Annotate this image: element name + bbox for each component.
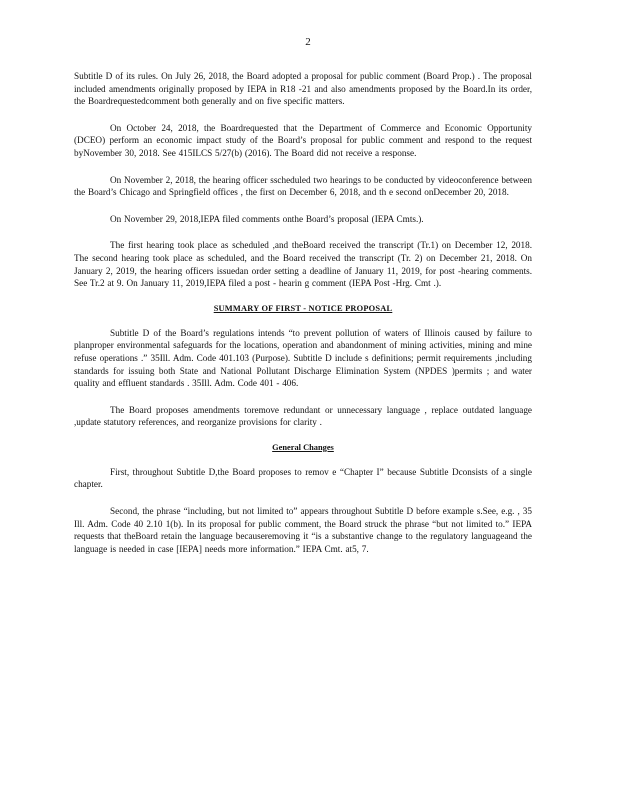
paragraph: On October 24, 2018, the Boardrequested that the Department of Commerce and Economic Opportunity (DCEO) perform an economic impact study of the Board’s proposal for public comment and respond to the request byNovember 30, 2018. See 415ILCS 5/27(b) (2016). The Board did not receive a response. [74,122,532,158]
paragraph: The Board proposes amendments toremove redundant or unnecessary language , replace outdated language ,update statutory references, and reorganize provisions for clarity . [74,404,532,428]
paragraph: Subtitle D of the Board’s regulations intends “to prevent pollution of waters of Illinois caused by failure to planproper environmental safeguards for the locations, operation and abandonment of mining activities, mining and mine refuse operations .” 35Ill. Adm. Code 401.103 (Purpose). Subtitle D include s definitions; permit requirements ,including standards for issuing both State and National Pollutant Discharge Elimination System (NPDES )permits ; and water quality and effluent standards . 35Ill. Adm. Code 401 - 406. [74,327,532,389]
general-changes-heading: General Changes [272,442,334,452]
paragraph: The first hearing took place as scheduled ,and theBoard received the transcript (Tr.1) on December 12, 2018. The second hearing took place as scheduled, and the Board received the transcript (Tr. 2) on December 21, 2018. On January 2, 2019, the hearing officers issuedan order setting a deadline of January 11, 2019, for post -hearing comments. See Tr.2 at 9. On January 11, 2019,IEPA filed a post - hearin g comment (IEPA Post -Hrg. Cmt .). [74,240,532,289]
intro-section [74,70,532,290]
summary-section [74,327,532,429]
paragraph: Subtitle D of its rules. On July 26, 2018, the Board adopted a proposal for public comment (Board Prop.) . The proposal included amendments originally proposed by IEPA in R18 -21 and also amendments proposed by the Board.In its order, the Boardrequestedcomment both generally and on five specific matters. [74,71,532,107]
paragraph: First, throughout Subtitle D,the Board proposes to remov e “Chapter I” because Subtitle Dconsists of a single chapter. [74,466,532,490]
paragraph: On November 29, 2018,IEPA filed comments onthe Board’s proposal (IEPA Cmts.). [110,213,424,224]
page-number: 2 [305,36,311,48]
general-changes-section [74,466,532,556]
document-body [74,70,532,555]
paragraph: Second, the phrase “including, but not limited to” appears throughout Subtitle D before example s.See, e.g. , 35 Ill. Adm. Code 40 2.10 1(b). In its proposal for public comment, the Board struck the phrase “but not limited to.” IEPA requests that theBoard retain the language becauseremoving it “is a substantive change to the regulatory languageand the language is needed in case [IEPA] needs more information.” IEPA Cmt. at5, 7. [74,506,532,554]
summary-heading: SUMMARY OF FIRST - NOTICE PROPOSAL [213,303,393,313]
paragraph: On November 2, 2018, the hearing officer sscheduled two hearings to be conducted by videoconference between the Board’s Chicago and Springfield offices , the first on December 6, 2018, and th e second onDecember 20, 2018. [74,174,532,198]
